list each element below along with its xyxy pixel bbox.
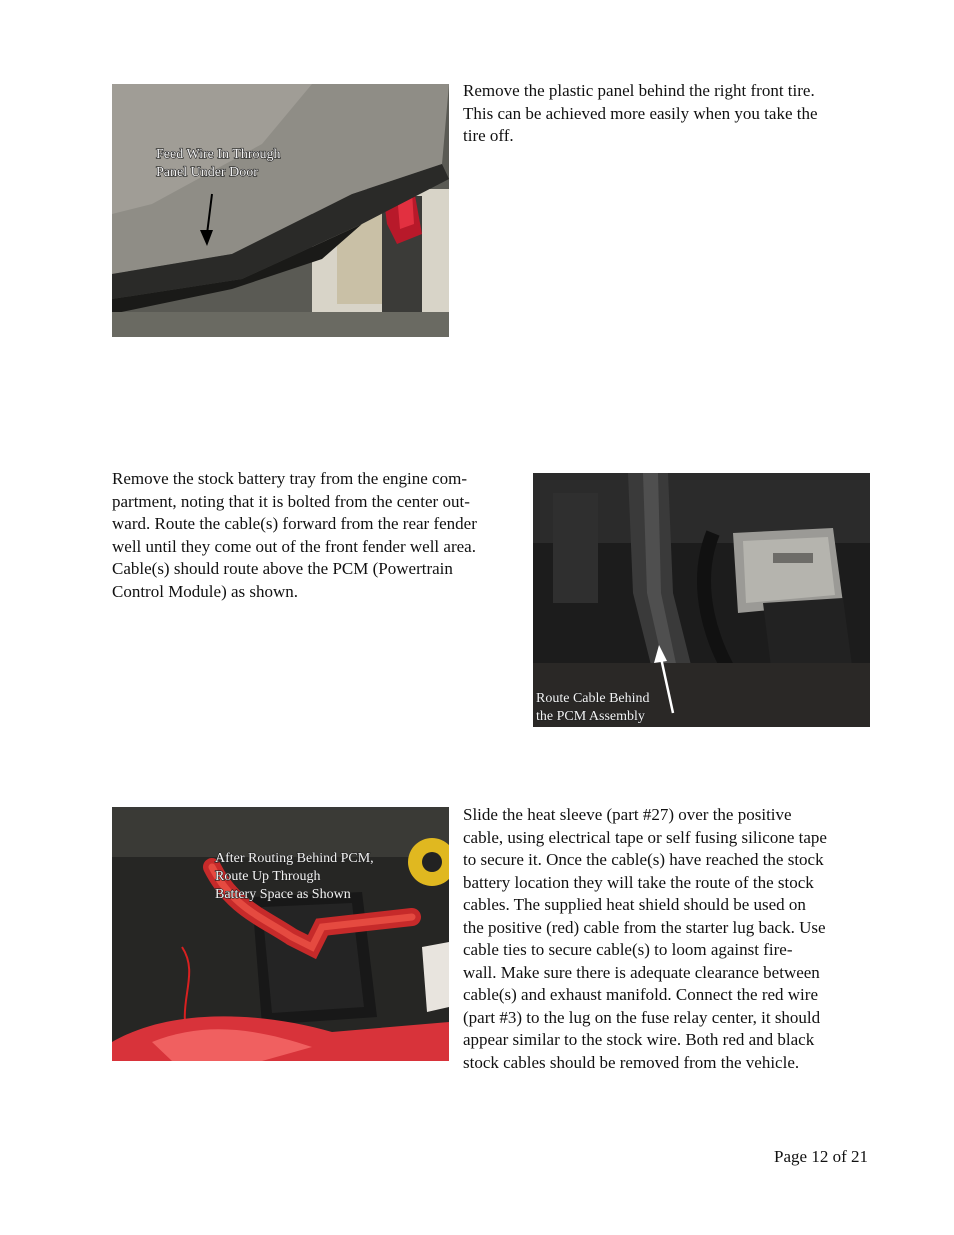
photo-pcm-assembly [533, 473, 870, 727]
photo-caption-line2: Panel Under Door [156, 165, 258, 180]
photo-caption-line2: the PCM Assembly [536, 709, 645, 724]
photo-battery-space [112, 807, 449, 1061]
step1-instructions: Remove the plastic panel behind the right front tire. This can be achieved more easily when you take the tire off. [463, 81, 818, 145]
photo-caption-line1: Route Cable Behind [536, 691, 650, 706]
step3-instructions: Slide the heat sleeve (part #27) over the positive cable, using electrical tape or self fusing silicone tape to secure it. Once the cable(s) have reached the stock battery location they will take the route of the stock cables. The supplied heat shield should be used on the positive (red) cable from the starter lug back. Use cable ties to secure cable(s) to loom against fire- wall. Make sure there is adequate clearance between cable(s) and exhaust manifold. Connect the red wire (part #3) to the lug on the fuse relay center, it should appear similar to the stock wire. Both red and black stock cables should be removed from the vehicle. [463, 805, 827, 1072]
photo-caption-line3: Battery Space as Shown [215, 887, 351, 902]
page-number: Page 12 of 21 [774, 1147, 868, 1166]
photo-caption-line2: Route Up Through [215, 869, 321, 884]
step2-instructions: Remove the stock battery tray from the engine com- partment, noting that it is bolted from the center out- ward. Route the cable(s) forward from the rear fender well until they come out of the front fender well area. Cable(s) should route above the PCM (Powertrain Control Module) as shown. [112, 469, 477, 601]
photo-caption-line1: Feed Wire In Through [156, 147, 281, 162]
photo-caption-line1: After Routing Behind PCM, [215, 851, 374, 866]
photo-panel-under-door [112, 84, 449, 337]
